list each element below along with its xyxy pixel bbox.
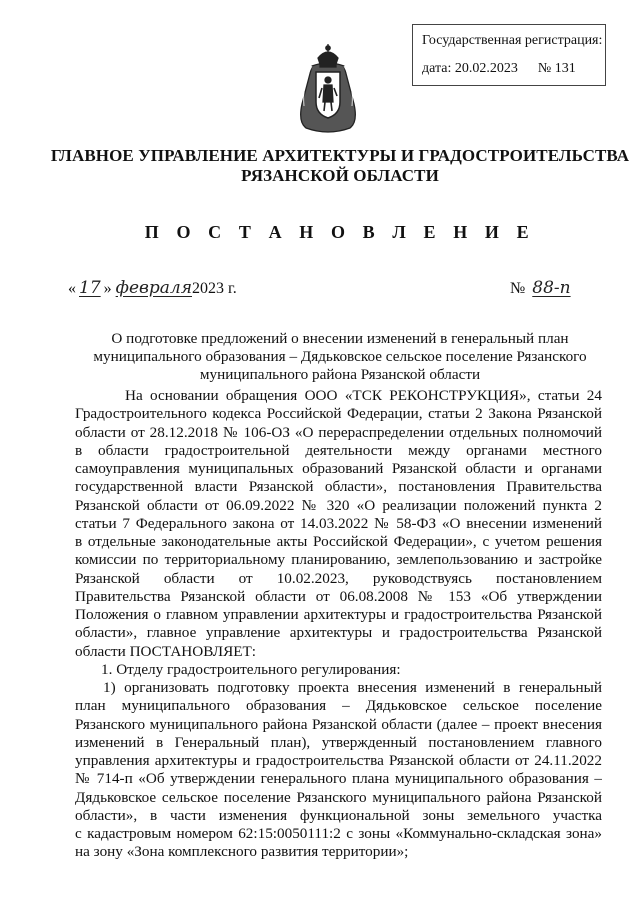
decree-subject <box>70 330 610 384</box>
body-line: в области градостроительной деятельности между органами местного <box>75 441 602 459</box>
body-line: Рязанской области от 10.02.2023, руководствуясь постановлением <box>75 569 602 587</box>
date-year: 2023 г. <box>192 280 237 297</box>
body-line: На основании обращения ООО «ТСК РЕКОНСТРУКЦИЯ», статьи 24 <box>125 387 602 404</box>
number-prefix: № <box>510 280 526 297</box>
body-line: Положения о главном управлении архитектуры и градостроительства Рязанской <box>75 606 602 623</box>
decree-date <box>68 278 237 298</box>
body-line: в отдельные законодательные акты Российской Федерации», с учетом решения <box>75 533 602 550</box>
body-line: управления архитектуры и градостроительства Рязанской области от 24.11.2022 <box>75 752 602 769</box>
body-line-item-1: 1. Отделу градостроительного регулирования: <box>101 660 401 678</box>
body-line: Рязанского муниципального района Рязанской области (далее – проект внесения <box>75 715 602 733</box>
subject-line: муниципального образования – Дядьковское сельское поселение Рязанского <box>93 348 587 365</box>
body-line: статьи 7 Федерального закона от 14.03.2022 № 58-ФЗ «О внесении изменений <box>75 514 602 532</box>
decree-body <box>75 387 602 862</box>
date-open-quote: « <box>68 280 76 297</box>
body-line: Градостроительного кодекса Российской Федерации, статьи 2 Закона Рязанской <box>75 405 602 423</box>
stamp-date: дата: 20.02.2023 <box>422 61 518 76</box>
body-line: на зону «Зона комплексного развития территории»; <box>75 843 409 861</box>
body-line: план муниципального образования – Дядьковское сельское поселение <box>75 697 602 715</box>
registration-stamp <box>412 24 606 86</box>
coat-of-arms-icon <box>292 44 364 136</box>
body-line: № 714-п «Об утверждении генерального плана муниципального образования – <box>75 770 602 788</box>
body-line: Правительства Рязанской области от 06.08.2008 № 153 «Об утверждении <box>75 587 602 605</box>
decree-number <box>510 278 574 298</box>
body-line: изменений в Генеральный план), утвержденный постановлением главного <box>75 733 602 751</box>
subject-line: О подготовке предложений о внесении изменений в генеральный план <box>111 330 569 347</box>
body-line: 1) организовать подготовку проекта внесения изменений в генеральный <box>103 679 602 696</box>
body-line: области ПОСТАНОВЛЯЕТ: <box>75 642 256 660</box>
stamp-date-number <box>422 59 576 78</box>
stamp-number: № 131 <box>537 61 576 76</box>
body-line: государственной власти Рязанской области», постановления Правительства <box>75 478 602 496</box>
date-month-handwritten: февраля <box>115 278 192 298</box>
organization-name-line1: ГЛАВНОЕ УПРАВЛЕНИЕ АРХИТЕКТУРЫ И ГРАДОСТРОИТЕЛЬСТВА <box>50 146 630 165</box>
organization-name-line2: РЯЗАНСКОЙ ОБЛАСТИ <box>241 166 439 185</box>
number-handwritten: 88-п <box>532 278 571 298</box>
document-type-title: П О С Т А Н О В Л Е Н И Е <box>144 222 536 242</box>
stamp-label: Государственная регистрация: <box>422 33 603 48</box>
date-close-quote: » <box>103 280 112 297</box>
body-line: с кадастровым номером 62:15:0050111:2 с зоны «Коммунально-складская зона» <box>75 825 602 842</box>
date-day-handwritten: 17 <box>79 278 101 298</box>
body-line: области», главное управление архитектуры и градостроительства Рязанской <box>75 624 602 642</box>
subject-line: муниципального района Рязанской области <box>199 366 481 383</box>
body-line: области от 28.12.2018 № 106-ОЗ «О перераспределении отдельных полномочий <box>75 423 602 441</box>
body-line: Рязанской области от 06.09.2022 № 320 «О реализации положений пункта 2 <box>75 496 602 514</box>
body-line: комиссии по территориальному планированию, землепользованию и застройке <box>75 551 602 569</box>
body-line: самоуправления муниципальных образований Рязанской области и органами <box>75 460 602 477</box>
body-line: Дядьковское сельское поселение Рязанского муниципального района Рязанской <box>75 788 602 806</box>
body-line: области», в части изменения функциональной зоны земельного участка <box>75 806 602 824</box>
